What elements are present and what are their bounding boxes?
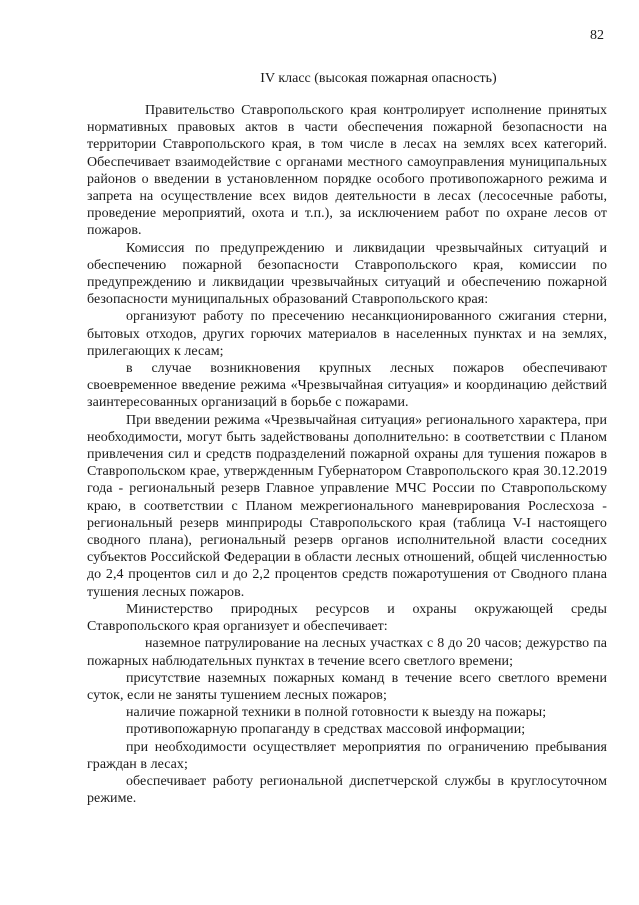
paragraph-fire-teams: присутствие наземных пожарных команд в течение всего светлого времени суток, если не заняты тушением лесных пожаров;	[87, 670, 607, 703]
paragraph-patrol: наземное патрулирование на лесных участках с 8 до 20 часов; дежурство па пожарных наблюдательных пунктах в течение всего светлого времени;	[87, 636, 607, 669]
paragraph-propaganda: противопожарную пропаганду в средствах массовой информации;	[126, 722, 526, 738]
paragraph-restriction: при необходимости осуществляет мероприятия по ограничению пребывания граждан в лесах;	[87, 739, 607, 772]
paragraph-dispatch: обеспечивает работу региональной диспетчерской службы в круглосуточном режиме.	[87, 773, 607, 807]
page-number: 82	[590, 28, 604, 43]
paragraph-government: Правительство Ставропольского края контролирует исполнение принятых нормативных правовых актов в части обеспечения пожарной безопасности на территории Ставропольского края, в том числе в лесах на землях всех категорий. Обеспечивает взаимодействие с органами местного самоуправления муниципальных районов о введении в установленном порядке особого противопожарного режима и запрета на осуществление всех видов деятельности в лесах (лесосечные работы, проведение мероприятий, охота и т.п.), за исключением работ по охране лесов от пожаров.	[87, 103, 607, 239]
paragraph-fire-equipment: наличие пожарной техники в полной готовности к выезду на пожары;	[126, 705, 547, 721]
document-body	[87, 102, 607, 807]
paragraph-commission: Комиссия по предупреждению и ликвидации чрезвычайных ситуаций и обеспечению пожарной безопасности Ставропольского края, комиссии по предупреждению и ликвидации чрезвычайных ситуаций и обеспечению пожарной безопасности муниципальных образований Ставропольского края:	[87, 240, 607, 308]
paragraph-ministry: Министерство природных ресурсов и охраны окружающей среды Ставропольского края организует и обеспечивает:	[87, 601, 607, 635]
paragraph-organize-work: организуют работу по пресечению несанкционированного сжигания стерни, бытовых отходов, других горючих материалов в населенных пунктах и на землях, прилегающих к лесам;	[87, 309, 607, 359]
paragraph-large-fires: в случае возникновения крупных лесных пожаров обеспечивают своевременное введение режима «Чрезвычайная ситуация» и координацию действий заинтересованных организаций в борьбе с пожарами.	[87, 361, 607, 411]
section-heading: IV класс (высокая пожарная опасность)	[260, 71, 497, 86]
paragraph-emergency-regime: При введении режима «Чрезвычайная ситуация» регионального характера, при необходимости, могут быть задействованы дополнительно: в соответствии с Планом привлечения сил и средств подразделений пожарной охраны для тушения пожаров в Ставропольском крае, утвержденным Губернатором Ставропольского края 30.12.2019 года - региональный резерв Главное управление МЧС России по Ставропольскому краю, в соответствии с Планом межрегионального маневрирования Рослесхоза - региональный резерв минприроды Ставропольского края (таблица V-I настоящего сводного плана), региональный резерв органов исполнительной власти соседних субъектов Российской Федерации в области лесных отношений, общей численностью до 2,4 процентов сил и до 2,2 процентов средств пожаротушения от Сводного плана тушения лесных пожаров.	[87, 412, 607, 600]
